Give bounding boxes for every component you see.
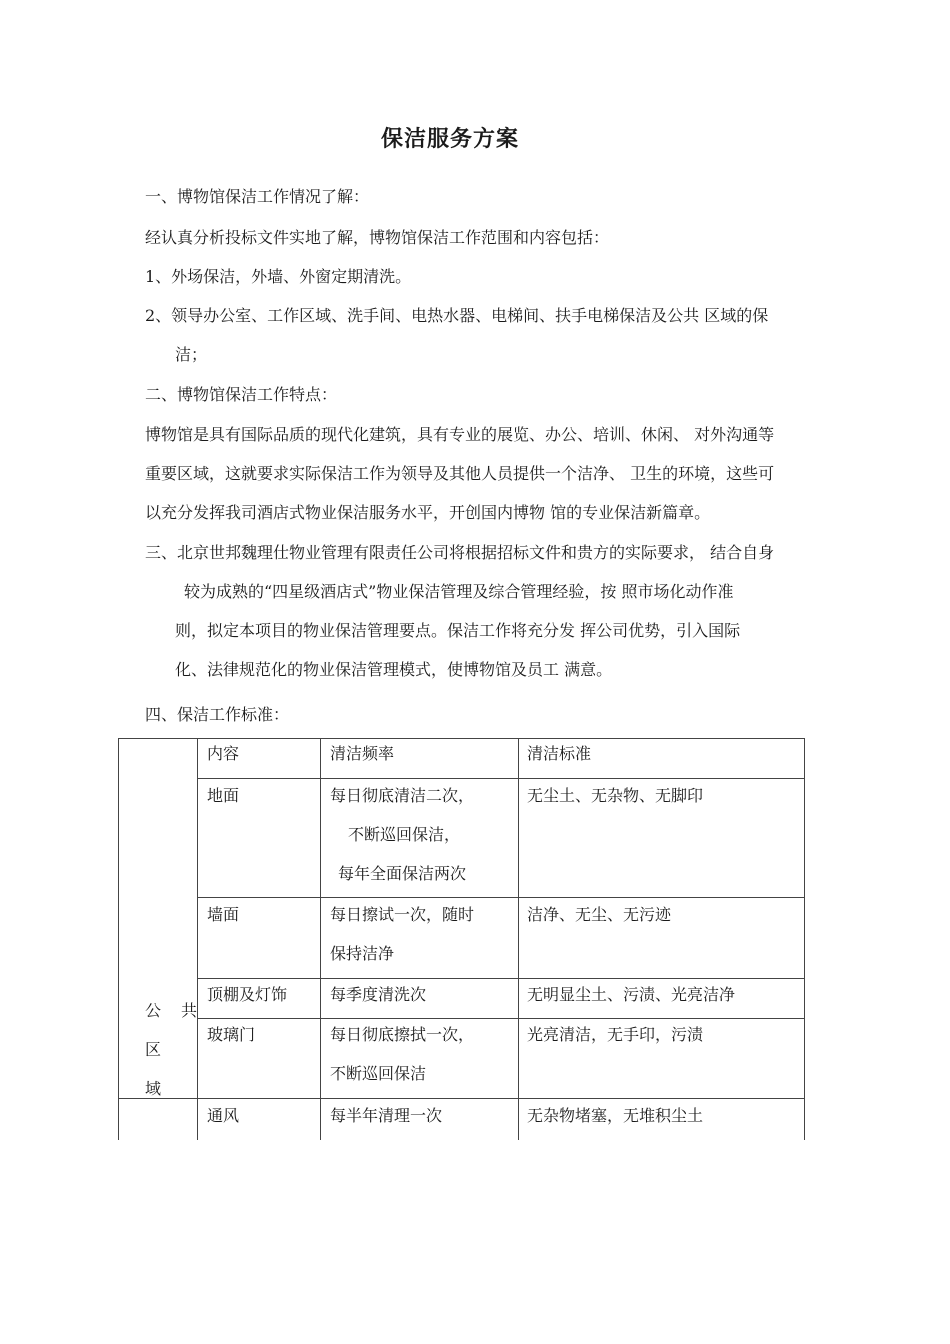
table-border <box>118 738 805 739</box>
table-border <box>118 738 119 1140</box>
table-cell-standard: 洁净、无尘、无污迹 <box>527 905 672 924</box>
table-cell-standard: 无明显尘土、污渍、光亮洁净 <box>527 985 736 1004</box>
table-header-standard: 清洁标准 <box>527 744 592 763</box>
table-border <box>118 1098 805 1099</box>
section-3-line-3: 则，拟定本项目的物业保洁管理要点。保洁工作将充分发 挥公司优势，引入国际 <box>175 621 741 640</box>
table-border <box>197 1018 805 1019</box>
area-label: 公 <box>145 1001 162 1020</box>
table-header-frequency: 清洁频率 <box>330 744 395 763</box>
section-2-line-3: 以充分发挥我司酒店式物业保洁服务水平，开创国内博物 馆的专业保洁新篇章。 <box>145 503 711 522</box>
section-1-heading: 一、博物馆保洁工作情况了解： <box>145 187 370 206</box>
section-1-item-1: 1、外场保洁，外墙、外窗定期清洗。 <box>145 267 412 286</box>
table-cell-frequency: 每年全面保洁两次 <box>338 864 467 883</box>
section-3-line-2: 较为成熟的“四星级酒店式”物业保洁管理及综合管理经验，按 照市场化动作准 <box>184 582 734 601</box>
area-label: 区 <box>145 1040 162 1059</box>
table-cell-frequency: 每日彻底擦拭一次， <box>330 1025 475 1044</box>
table-border <box>197 978 805 979</box>
table-border <box>197 897 805 898</box>
table-cell-frequency: 每季度清洗次 <box>330 985 427 1004</box>
section-2-line-2: 重要区域，这就要求实际保洁工作为领导及其他人员提供一个洁净、 卫生的环境，这些可 <box>145 464 775 483</box>
section-1-item-2-line-2: 洁； <box>175 345 208 364</box>
table-cell-item: 顶棚及灯饰 <box>207 985 288 1004</box>
section-2-line-1: 博物馆是具有国际品质的现代化建筑，具有专业的展览、办公、培训、休闲、 对外沟通等 <box>145 425 775 444</box>
table-border <box>804 738 805 1140</box>
section-3-line-4: 化、法律规范化的物业保洁管理模式，使博物馆及员工 满意。 <box>175 660 613 679</box>
section-2-heading: 二、博物馆保洁工作特点： <box>145 385 338 404</box>
section-4-heading: 四、保洁工作标准： <box>145 705 290 724</box>
table-border <box>518 738 519 1140</box>
section-3-line-1: 三、北京世邦魏理仕物业管理有限责任公司将根据招标文件和贵方的实际要求， 结合自身 <box>145 543 775 562</box>
table-border <box>197 778 805 779</box>
area-label: 域 <box>145 1079 162 1098</box>
table-border <box>197 738 198 1140</box>
table-cell-item: 地面 <box>207 786 240 805</box>
table-cell-frequency: 不断巡回保洁 <box>330 1064 427 1083</box>
table-cell-item: 通风 <box>207 1106 240 1125</box>
table-cell-standard: 无尘土、无杂物、无脚印 <box>527 786 704 805</box>
table-cell-frequency: 每半年清理一次 <box>330 1106 443 1125</box>
area-label: 共 <box>181 1001 198 1020</box>
table-cell-frequency: 每日擦试一次，随时 <box>330 905 475 924</box>
table-cell-frequency: 保持洁净 <box>330 944 395 963</box>
table-cell-frequency: 不断巡回保洁， <box>348 825 461 844</box>
table-border <box>320 738 321 1140</box>
section-1-item-2-line-1: 2、领导办公室、工作区域、洗手间、电热水器、电梯间、扶手电梯保洁及公共 区域的保 <box>145 306 769 325</box>
table-header-item: 内容 <box>207 744 240 763</box>
table-cell-standard: 光亮清洁，无手印，污渍 <box>527 1025 704 1044</box>
table-cell-standard: 无杂物堵塞，无堆积尘土 <box>527 1106 704 1125</box>
table-cell-item: 墙面 <box>207 905 240 924</box>
table-cell-item: 玻璃门 <box>207 1025 256 1044</box>
section-1-intro: 经认真分析投标文件实地了解，博物馆保洁工作范围和内容包括： <box>145 228 610 247</box>
table-cell-frequency: 每日彻底清洁二次， <box>330 786 475 805</box>
document-title: 保洁服务方案 <box>380 127 519 152</box>
